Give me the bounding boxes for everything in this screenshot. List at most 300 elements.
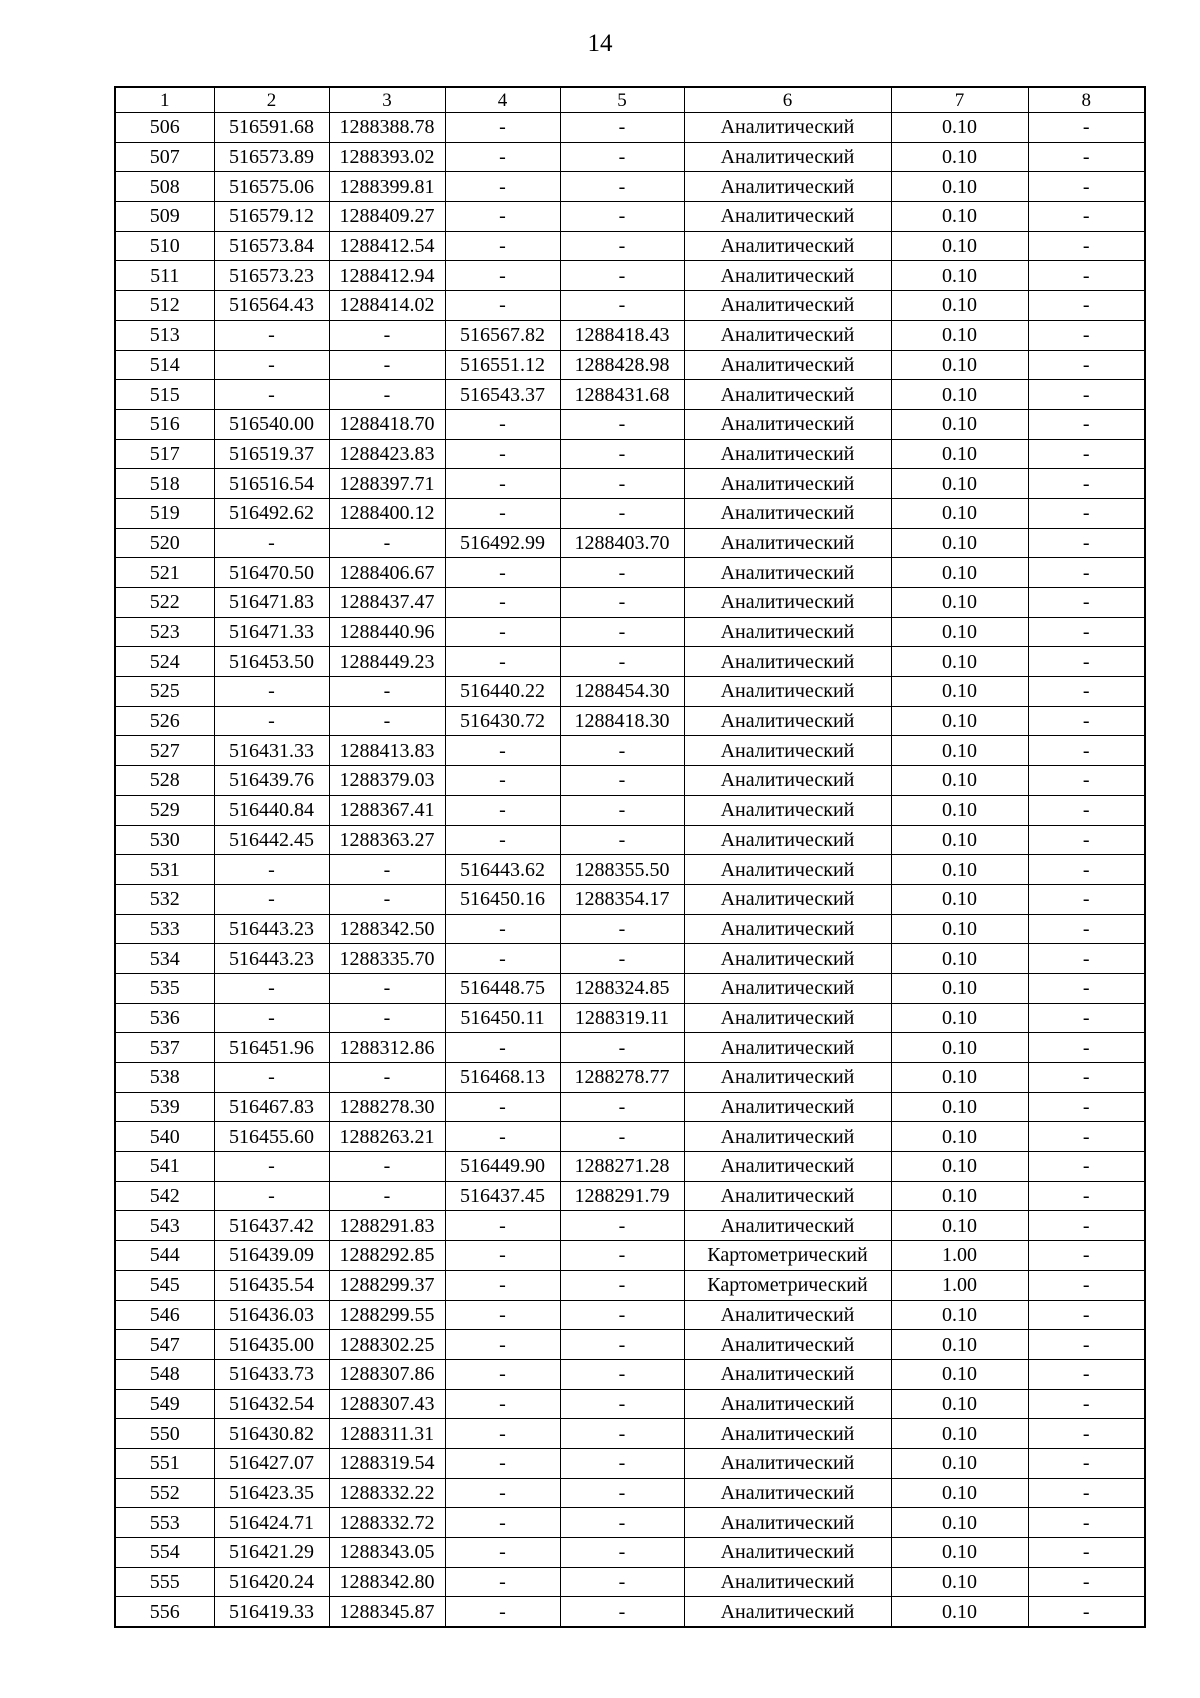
cell-column-8: - bbox=[1028, 558, 1145, 588]
cell-column-8: - bbox=[1028, 320, 1145, 350]
table-row bbox=[115, 1122, 1145, 1152]
cell-column-8: - bbox=[1028, 884, 1145, 914]
table-row bbox=[115, 825, 1145, 855]
cell-x-coordinate-alt: - bbox=[445, 647, 560, 677]
cell-accuracy: 0.10 bbox=[891, 1181, 1028, 1211]
cell-x-coordinate-alt: 516450.11 bbox=[445, 1003, 560, 1033]
table-row bbox=[115, 884, 1145, 914]
cell-y-coordinate-alt: - bbox=[560, 113, 684, 143]
cell-y-coordinate-alt: 1288319.11 bbox=[560, 1003, 684, 1033]
cell-x-coordinate-alt: 516492.99 bbox=[445, 528, 560, 558]
cell-column-8: - bbox=[1028, 409, 1145, 439]
table-row bbox=[115, 855, 1145, 885]
cell-y-coordinate-alt: - bbox=[560, 1567, 684, 1597]
column-header-1: 1 bbox=[115, 87, 214, 113]
table-row bbox=[115, 1211, 1145, 1241]
cell-x-coordinate-alt: - bbox=[445, 1359, 560, 1389]
cell-x-coordinate-alt: - bbox=[445, 113, 560, 143]
cell-x-coordinate: 516471.33 bbox=[214, 617, 329, 647]
cell-column-8: - bbox=[1028, 706, 1145, 736]
cell-x-coordinate-alt: 516567.82 bbox=[445, 320, 560, 350]
cell-column-8: - bbox=[1028, 1419, 1145, 1449]
cell-x-coordinate-alt: - bbox=[445, 1092, 560, 1122]
cell-method: Аналитический bbox=[684, 973, 891, 1003]
cell-column-8: - bbox=[1028, 1330, 1145, 1360]
cell-point-number: 538 bbox=[115, 1063, 214, 1093]
cell-accuracy: 0.10 bbox=[891, 1419, 1028, 1449]
table-row bbox=[115, 1063, 1145, 1093]
cell-point-number: 555 bbox=[115, 1567, 214, 1597]
table-row bbox=[115, 1389, 1145, 1419]
cell-x-coordinate-alt: - bbox=[445, 1033, 560, 1063]
table-row bbox=[115, 1478, 1145, 1508]
cell-accuracy: 0.10 bbox=[891, 1300, 1028, 1330]
cell-y-coordinate-alt: - bbox=[560, 647, 684, 677]
cell-x-coordinate-alt: - bbox=[445, 469, 560, 499]
table-row bbox=[115, 142, 1145, 172]
cell-point-number: 526 bbox=[115, 706, 214, 736]
table-row bbox=[115, 795, 1145, 825]
cell-column-8: - bbox=[1028, 914, 1145, 944]
cell-method: Аналитический bbox=[684, 498, 891, 528]
cell-accuracy: 0.10 bbox=[891, 825, 1028, 855]
cell-point-number: 546 bbox=[115, 1300, 214, 1330]
cell-y-coordinate: 1288278.30 bbox=[329, 1092, 445, 1122]
cell-accuracy: 0.10 bbox=[891, 944, 1028, 974]
cell-y-coordinate-alt: - bbox=[560, 1033, 684, 1063]
cell-column-8: - bbox=[1028, 1389, 1145, 1419]
cell-column-8: - bbox=[1028, 1359, 1145, 1389]
cell-x-coordinate: 516433.73 bbox=[214, 1359, 329, 1389]
cell-x-coordinate-alt: - bbox=[445, 172, 560, 202]
table-row bbox=[115, 973, 1145, 1003]
cell-y-coordinate-alt: - bbox=[560, 1211, 684, 1241]
cell-y-coordinate: - bbox=[329, 1063, 445, 1093]
table-row bbox=[115, 113, 1145, 143]
cell-y-coordinate: 1288412.94 bbox=[329, 261, 445, 291]
cell-y-coordinate: - bbox=[329, 350, 445, 380]
cell-y-coordinate-alt: - bbox=[560, 1122, 684, 1152]
cell-accuracy: 0.10 bbox=[891, 736, 1028, 766]
cell-y-coordinate-alt: - bbox=[560, 558, 684, 588]
table-row bbox=[115, 172, 1145, 202]
table-row bbox=[115, 647, 1145, 677]
cell-x-coordinate-alt: - bbox=[445, 617, 560, 647]
cell-point-number: 542 bbox=[115, 1181, 214, 1211]
table-row bbox=[115, 1419, 1145, 1449]
cell-x-coordinate: 516440.84 bbox=[214, 795, 329, 825]
cell-point-number: 511 bbox=[115, 261, 214, 291]
cell-x-coordinate: 516442.45 bbox=[214, 825, 329, 855]
cell-x-coordinate-alt: - bbox=[445, 1567, 560, 1597]
cell-column-8: - bbox=[1028, 1003, 1145, 1033]
cell-accuracy: 0.10 bbox=[891, 291, 1028, 321]
cell-column-8: - bbox=[1028, 1241, 1145, 1271]
cell-x-coordinate: 516443.23 bbox=[214, 944, 329, 974]
cell-column-8: - bbox=[1028, 677, 1145, 707]
cell-x-coordinate: 516453.50 bbox=[214, 647, 329, 677]
cell-y-coordinate: - bbox=[329, 320, 445, 350]
cell-column-8: - bbox=[1028, 1211, 1145, 1241]
cell-method: Аналитический bbox=[684, 706, 891, 736]
cell-x-coordinate: 516451.96 bbox=[214, 1033, 329, 1063]
cell-point-number: 547 bbox=[115, 1330, 214, 1360]
cell-point-number: 556 bbox=[115, 1597, 214, 1627]
cell-x-coordinate: 516470.50 bbox=[214, 558, 329, 588]
table-row bbox=[115, 261, 1145, 291]
cell-method: Аналитический bbox=[684, 944, 891, 974]
cell-accuracy: 1.00 bbox=[891, 1241, 1028, 1271]
cell-point-number: 509 bbox=[115, 202, 214, 232]
cell-column-8: - bbox=[1028, 973, 1145, 1003]
cell-point-number: 520 bbox=[115, 528, 214, 558]
cell-method: Аналитический bbox=[684, 825, 891, 855]
cell-method: Аналитический bbox=[684, 1181, 891, 1211]
cell-column-8: - bbox=[1028, 1152, 1145, 1182]
cell-method: Аналитический bbox=[684, 409, 891, 439]
cell-y-coordinate-alt: - bbox=[560, 1478, 684, 1508]
cell-x-coordinate: - bbox=[214, 350, 329, 380]
cell-column-8: - bbox=[1028, 944, 1145, 974]
cell-y-coordinate-alt: - bbox=[560, 944, 684, 974]
cell-point-number: 521 bbox=[115, 558, 214, 588]
column-header-8: 8 bbox=[1028, 87, 1145, 113]
cell-point-number: 533 bbox=[115, 914, 214, 944]
cell-column-8: - bbox=[1028, 261, 1145, 291]
cell-y-coordinate-alt: 1288403.70 bbox=[560, 528, 684, 558]
cell-accuracy: 0.10 bbox=[891, 795, 1028, 825]
cell-point-number: 552 bbox=[115, 1478, 214, 1508]
cell-y-coordinate: - bbox=[329, 855, 445, 885]
table-row bbox=[115, 1181, 1145, 1211]
cell-y-coordinate: 1288412.54 bbox=[329, 231, 445, 261]
cell-point-number: 536 bbox=[115, 1003, 214, 1033]
cell-y-coordinate: 1288413.83 bbox=[329, 736, 445, 766]
cell-x-coordinate-alt: - bbox=[445, 766, 560, 796]
cell-y-coordinate-alt: - bbox=[560, 736, 684, 766]
cell-accuracy: 0.10 bbox=[891, 439, 1028, 469]
cell-point-number: 548 bbox=[115, 1359, 214, 1389]
cell-x-coordinate-alt: 516448.75 bbox=[445, 973, 560, 1003]
table-row bbox=[115, 1359, 1145, 1389]
cell-column-8: - bbox=[1028, 528, 1145, 558]
cell-method: Аналитический bbox=[684, 320, 891, 350]
cell-x-coordinate-alt: 516443.62 bbox=[445, 855, 560, 885]
table-row bbox=[115, 231, 1145, 261]
cell-x-coordinate: 516419.33 bbox=[214, 1597, 329, 1627]
cell-y-coordinate-alt: 1288355.50 bbox=[560, 855, 684, 885]
cell-y-coordinate: 1288312.86 bbox=[329, 1033, 445, 1063]
cell-x-coordinate: 516443.23 bbox=[214, 914, 329, 944]
cell-x-coordinate-alt: - bbox=[445, 1330, 560, 1360]
cell-y-coordinate-alt: 1288291.79 bbox=[560, 1181, 684, 1211]
cell-column-8: - bbox=[1028, 736, 1145, 766]
cell-accuracy: 0.10 bbox=[891, 1359, 1028, 1389]
cell-y-coordinate: 1288440.96 bbox=[329, 617, 445, 647]
table-row bbox=[115, 706, 1145, 736]
cell-x-coordinate: 516573.23 bbox=[214, 261, 329, 291]
cell-point-number: 518 bbox=[115, 469, 214, 499]
cell-column-8: - bbox=[1028, 1597, 1145, 1627]
cell-point-number: 540 bbox=[115, 1122, 214, 1152]
cell-accuracy: 0.10 bbox=[891, 914, 1028, 944]
cell-accuracy: 0.10 bbox=[891, 142, 1028, 172]
cell-point-number: 515 bbox=[115, 380, 214, 410]
table-row bbox=[115, 677, 1145, 707]
page-number: 14 bbox=[587, 30, 613, 57]
cell-point-number: 506 bbox=[115, 113, 214, 143]
cell-x-coordinate-alt: 516543.37 bbox=[445, 380, 560, 410]
cell-column-8: - bbox=[1028, 588, 1145, 618]
cell-y-coordinate-alt: - bbox=[560, 1359, 684, 1389]
cell-method: Аналитический bbox=[684, 766, 891, 796]
table-row bbox=[115, 469, 1145, 499]
cell-y-coordinate: 1288302.25 bbox=[329, 1330, 445, 1360]
cell-method: Аналитический bbox=[684, 528, 891, 558]
cell-x-coordinate: 516432.54 bbox=[214, 1389, 329, 1419]
cell-x-coordinate: 516430.82 bbox=[214, 1419, 329, 1449]
table-row bbox=[115, 320, 1145, 350]
cell-method: Аналитический bbox=[684, 1122, 891, 1152]
cell-y-coordinate-alt: - bbox=[560, 1270, 684, 1300]
cell-column-8: - bbox=[1028, 1300, 1145, 1330]
cell-x-coordinate-alt: - bbox=[445, 736, 560, 766]
cell-y-coordinate-alt: - bbox=[560, 1241, 684, 1271]
cell-x-coordinate: 516492.62 bbox=[214, 498, 329, 528]
cell-column-8: - bbox=[1028, 142, 1145, 172]
cell-x-coordinate-alt: - bbox=[445, 1211, 560, 1241]
cell-accuracy: 0.10 bbox=[891, 1567, 1028, 1597]
cell-accuracy: 0.10 bbox=[891, 1538, 1028, 1568]
cell-y-coordinate: 1288437.47 bbox=[329, 588, 445, 618]
cell-y-coordinate: 1288319.54 bbox=[329, 1448, 445, 1478]
table-row bbox=[115, 736, 1145, 766]
cell-method: Аналитический bbox=[684, 1597, 891, 1627]
cell-y-coordinate: 1288399.81 bbox=[329, 172, 445, 202]
cell-y-coordinate: 1288311.31 bbox=[329, 1419, 445, 1449]
cell-y-coordinate: 1288332.22 bbox=[329, 1478, 445, 1508]
cell-y-coordinate: 1288363.27 bbox=[329, 825, 445, 855]
cell-y-coordinate-alt: 1288278.77 bbox=[560, 1063, 684, 1093]
cell-x-coordinate: 516439.09 bbox=[214, 1241, 329, 1271]
cell-accuracy: 0.10 bbox=[891, 855, 1028, 885]
table-row bbox=[115, 1508, 1145, 1538]
cell-method: Аналитический bbox=[684, 1359, 891, 1389]
cell-x-coordinate: - bbox=[214, 1063, 329, 1093]
table-row bbox=[115, 588, 1145, 618]
cell-y-coordinate: 1288423.83 bbox=[329, 439, 445, 469]
cell-y-coordinate-alt: 1288418.43 bbox=[560, 320, 684, 350]
cell-method: Аналитический bbox=[684, 558, 891, 588]
cell-method: Аналитический bbox=[684, 1389, 891, 1419]
cell-y-coordinate: - bbox=[329, 973, 445, 1003]
cell-x-coordinate-alt: - bbox=[445, 1300, 560, 1330]
cell-x-coordinate-alt: - bbox=[445, 1389, 560, 1419]
cell-y-coordinate: 1288414.02 bbox=[329, 291, 445, 321]
cell-x-coordinate: - bbox=[214, 973, 329, 1003]
cell-accuracy: 0.10 bbox=[891, 261, 1028, 291]
cell-x-coordinate: 516591.68 bbox=[214, 113, 329, 143]
table-row bbox=[115, 1538, 1145, 1568]
cell-x-coordinate-alt: - bbox=[445, 291, 560, 321]
column-header-5: 5 bbox=[560, 87, 684, 113]
cell-y-coordinate-alt: - bbox=[560, 825, 684, 855]
cell-column-8: - bbox=[1028, 380, 1145, 410]
cell-accuracy: 0.10 bbox=[891, 350, 1028, 380]
cell-accuracy: 0.10 bbox=[891, 1508, 1028, 1538]
cell-x-coordinate-alt: 516430.72 bbox=[445, 706, 560, 736]
cell-y-coordinate-alt: - bbox=[560, 172, 684, 202]
cell-x-coordinate-alt: - bbox=[445, 1419, 560, 1449]
cell-method: Аналитический bbox=[684, 113, 891, 143]
cell-x-coordinate-alt: 516437.45 bbox=[445, 1181, 560, 1211]
cell-y-coordinate-alt: - bbox=[560, 231, 684, 261]
cell-x-coordinate-alt: - bbox=[445, 558, 560, 588]
cell-accuracy: 0.10 bbox=[891, 1003, 1028, 1033]
cell-method: Аналитический bbox=[684, 914, 891, 944]
cell-x-coordinate-alt: - bbox=[445, 1270, 560, 1300]
cell-y-coordinate: 1288393.02 bbox=[329, 142, 445, 172]
cell-y-coordinate: - bbox=[329, 1181, 445, 1211]
cell-accuracy: 0.10 bbox=[891, 320, 1028, 350]
cell-y-coordinate-alt: 1288354.17 bbox=[560, 884, 684, 914]
table-row bbox=[115, 1241, 1145, 1271]
cell-x-coordinate-alt: - bbox=[445, 1508, 560, 1538]
cell-column-8: - bbox=[1028, 1538, 1145, 1568]
cell-column-8: - bbox=[1028, 231, 1145, 261]
cell-x-coordinate-alt: 516440.22 bbox=[445, 677, 560, 707]
table-row bbox=[115, 558, 1145, 588]
cell-accuracy: 0.10 bbox=[891, 647, 1028, 677]
cell-y-coordinate-alt: - bbox=[560, 261, 684, 291]
cell-y-coordinate-alt: - bbox=[560, 914, 684, 944]
coordinates-table bbox=[114, 86, 1146, 1628]
cell-column-8: - bbox=[1028, 855, 1145, 885]
cell-accuracy: 0.10 bbox=[891, 498, 1028, 528]
cell-y-coordinate-alt: 1288324.85 bbox=[560, 973, 684, 1003]
cell-point-number: 531 bbox=[115, 855, 214, 885]
cell-column-8: - bbox=[1028, 113, 1145, 143]
cell-column-8: - bbox=[1028, 766, 1145, 796]
cell-x-coordinate: - bbox=[214, 706, 329, 736]
cell-point-number: 544 bbox=[115, 1241, 214, 1271]
cell-y-coordinate: 1288291.83 bbox=[329, 1211, 445, 1241]
table-body bbox=[115, 113, 1145, 1628]
cell-column-8: - bbox=[1028, 1448, 1145, 1478]
cell-method: Аналитический bbox=[684, 617, 891, 647]
cell-y-coordinate-alt: - bbox=[560, 469, 684, 499]
cell-x-coordinate-alt: - bbox=[445, 1241, 560, 1271]
cell-y-coordinate-alt: - bbox=[560, 1330, 684, 1360]
cell-method: Аналитический bbox=[684, 1063, 891, 1093]
cell-x-coordinate: 516467.83 bbox=[214, 1092, 329, 1122]
cell-y-coordinate-alt: - bbox=[560, 202, 684, 232]
cell-accuracy: 0.10 bbox=[891, 766, 1028, 796]
cell-y-coordinate: - bbox=[329, 1003, 445, 1033]
cell-y-coordinate-alt: 1288428.98 bbox=[560, 350, 684, 380]
cell-x-coordinate: 516424.71 bbox=[214, 1508, 329, 1538]
cell-column-8: - bbox=[1028, 498, 1145, 528]
cell-method: Аналитический bbox=[684, 884, 891, 914]
cell-y-coordinate: - bbox=[329, 706, 445, 736]
table-row bbox=[115, 1033, 1145, 1063]
cell-method: Аналитический bbox=[684, 1092, 891, 1122]
cell-x-coordinate-alt: - bbox=[445, 1448, 560, 1478]
table-row bbox=[115, 439, 1145, 469]
cell-x-coordinate-alt: 516551.12 bbox=[445, 350, 560, 380]
cell-column-8: - bbox=[1028, 795, 1145, 825]
cell-y-coordinate: 1288400.12 bbox=[329, 498, 445, 528]
cell-column-8: - bbox=[1028, 469, 1145, 499]
cell-x-coordinate: - bbox=[214, 1152, 329, 1182]
cell-point-number: 534 bbox=[115, 944, 214, 974]
cell-x-coordinate-alt: - bbox=[445, 231, 560, 261]
cell-x-coordinate: 516436.03 bbox=[214, 1300, 329, 1330]
table-row bbox=[115, 1448, 1145, 1478]
cell-accuracy: 0.10 bbox=[891, 1478, 1028, 1508]
cell-y-coordinate: 1288409.27 bbox=[329, 202, 445, 232]
cell-accuracy: 0.10 bbox=[891, 973, 1028, 1003]
cell-x-coordinate-alt: - bbox=[445, 1122, 560, 1152]
cell-point-number: 517 bbox=[115, 439, 214, 469]
cell-y-coordinate: - bbox=[329, 528, 445, 558]
cell-x-coordinate: - bbox=[214, 528, 329, 558]
cell-column-8: - bbox=[1028, 202, 1145, 232]
cell-method: Аналитический bbox=[684, 1033, 891, 1063]
cell-method: Аналитический bbox=[684, 1152, 891, 1182]
cell-point-number: 539 bbox=[115, 1092, 214, 1122]
cell-method: Аналитический bbox=[684, 291, 891, 321]
cell-x-coordinate: - bbox=[214, 320, 329, 350]
cell-y-coordinate-alt: - bbox=[560, 142, 684, 172]
cell-accuracy: 0.10 bbox=[891, 113, 1028, 143]
cell-x-coordinate-alt: - bbox=[445, 1538, 560, 1568]
cell-column-8: - bbox=[1028, 617, 1145, 647]
cell-x-coordinate: 516427.07 bbox=[214, 1448, 329, 1478]
cell-y-coordinate: - bbox=[329, 380, 445, 410]
cell-y-coordinate: 1288292.85 bbox=[329, 1241, 445, 1271]
cell-y-coordinate-alt: - bbox=[560, 439, 684, 469]
cell-method: Аналитический bbox=[684, 736, 891, 766]
cell-method: Аналитический bbox=[684, 202, 891, 232]
table-row bbox=[115, 914, 1145, 944]
cell-x-coordinate: 516437.42 bbox=[214, 1211, 329, 1241]
cell-y-coordinate: 1288299.37 bbox=[329, 1270, 445, 1300]
table-row bbox=[115, 498, 1145, 528]
cell-method: Аналитический bbox=[684, 647, 891, 677]
cell-y-coordinate-alt: - bbox=[560, 1389, 684, 1419]
cell-x-coordinate-alt: - bbox=[445, 498, 560, 528]
cell-point-number: 553 bbox=[115, 1508, 214, 1538]
cell-y-coordinate-alt: - bbox=[560, 1419, 684, 1449]
cell-x-coordinate-alt: 516468.13 bbox=[445, 1063, 560, 1093]
cell-method: Аналитический bbox=[684, 261, 891, 291]
cell-column-8: - bbox=[1028, 1181, 1145, 1211]
cell-method: Аналитический bbox=[684, 855, 891, 885]
cell-x-coordinate: 516579.12 bbox=[214, 202, 329, 232]
table-row bbox=[115, 1152, 1145, 1182]
table-row bbox=[115, 1567, 1145, 1597]
cell-y-coordinate-alt: - bbox=[560, 617, 684, 647]
cell-x-coordinate: 516435.00 bbox=[214, 1330, 329, 1360]
cell-accuracy: 0.10 bbox=[891, 172, 1028, 202]
table-row bbox=[115, 380, 1145, 410]
cell-y-coordinate: - bbox=[329, 884, 445, 914]
cell-point-number: 524 bbox=[115, 647, 214, 677]
cell-x-coordinate: 516540.00 bbox=[214, 409, 329, 439]
table-header bbox=[115, 87, 1145, 113]
cell-point-number: 527 bbox=[115, 736, 214, 766]
